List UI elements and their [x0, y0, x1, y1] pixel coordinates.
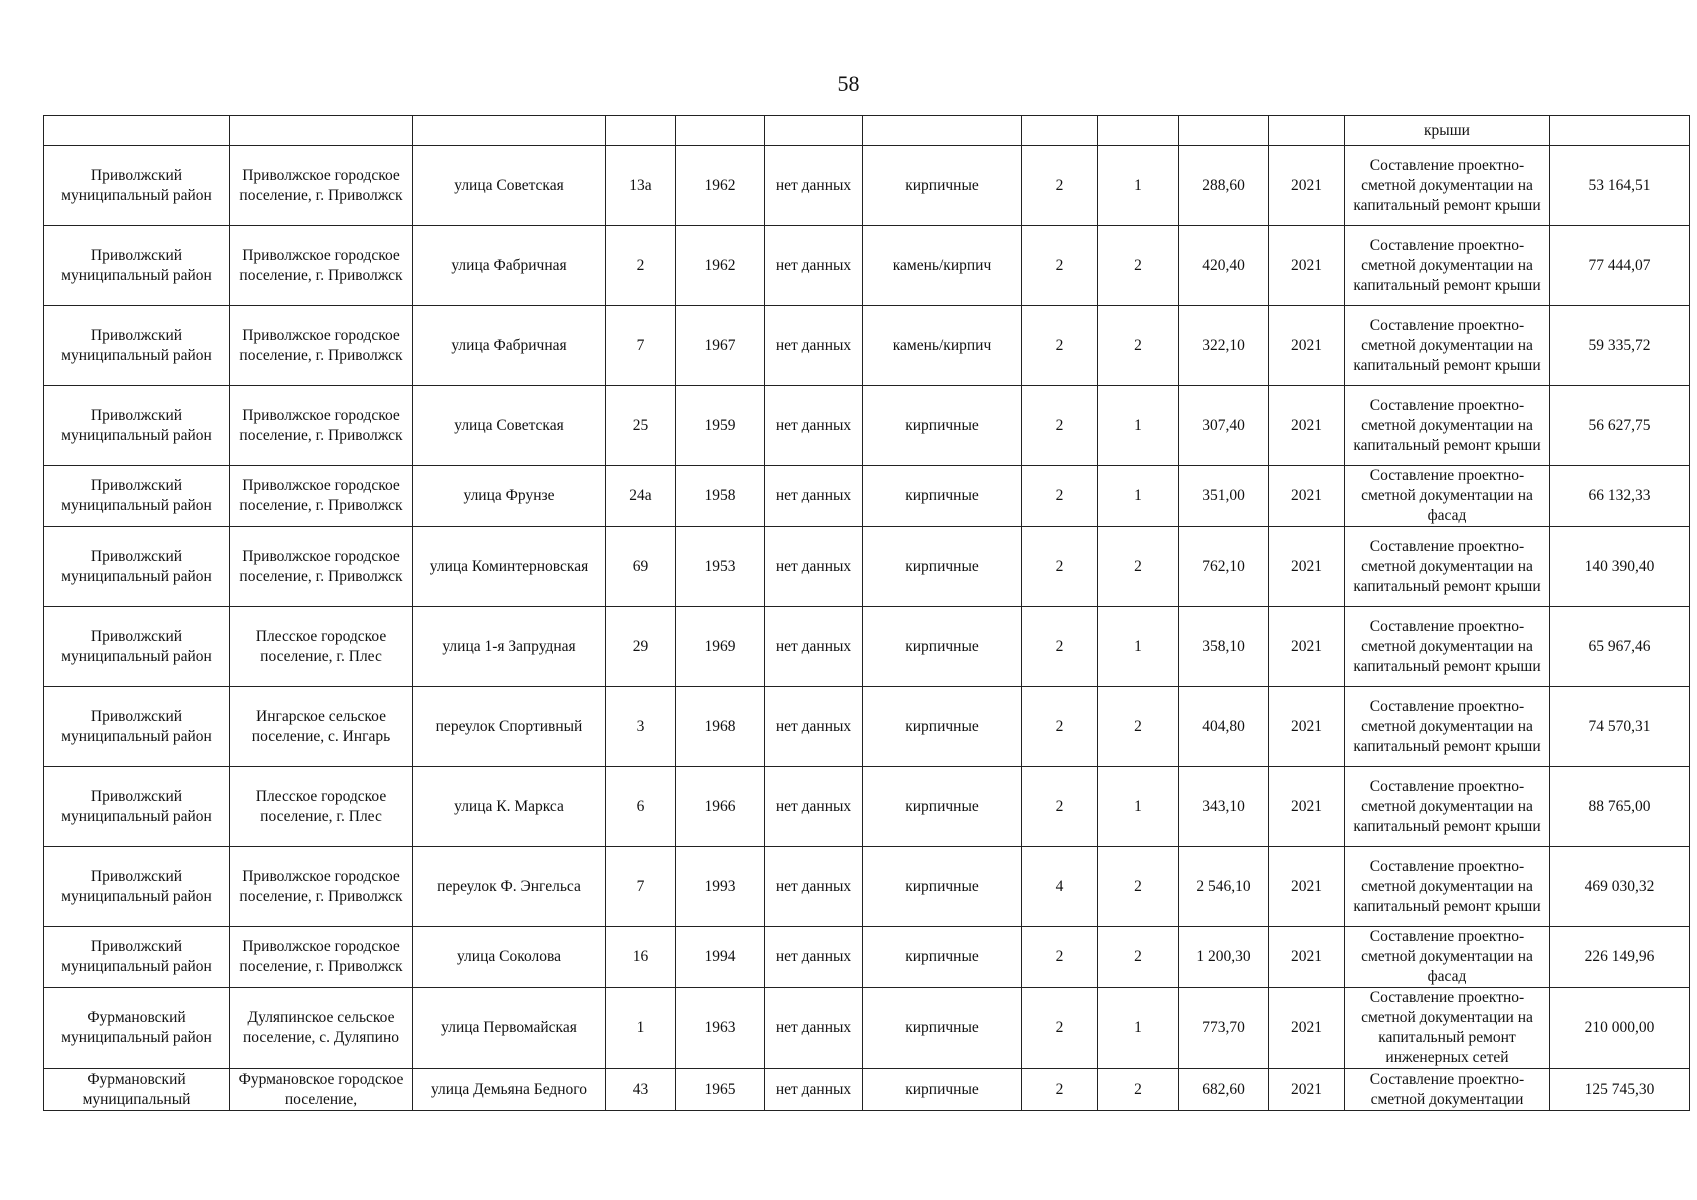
cell-cost: 65 967,46	[1550, 607, 1690, 687]
cell-entrances: 2	[1098, 226, 1179, 306]
cell-area: 307,40	[1179, 386, 1269, 466]
cell-floors: 2	[1022, 988, 1098, 1069]
housing-repair-table	[43, 115, 1690, 1111]
cell-settlement: Приволжское городское поселение, г. Приволжск	[230, 226, 413, 306]
cell-area: 351,00	[1179, 466, 1269, 527]
cell-material: кирпичные	[863, 1069, 1022, 1111]
cell-year: 1962	[676, 146, 765, 226]
cell-plan-year: 2021	[1269, 226, 1345, 306]
table-row	[44, 1069, 1690, 1111]
cell-year: 1968	[676, 687, 765, 767]
cell-house: 3	[606, 687, 676, 767]
cell-house: 29	[606, 607, 676, 687]
cell-work: Составление проектно-сметной документации	[1345, 1069, 1550, 1111]
cell-cost: 53 164,51	[1550, 146, 1690, 226]
cell-settlement: Плесское городское поселение, г. Плес	[230, 607, 413, 687]
table-row	[44, 927, 1690, 988]
cell-plan-year: 2021	[1269, 847, 1345, 927]
cell-data: нет данных	[765, 988, 863, 1069]
cell-house	[606, 116, 676, 146]
cell-cost: 469 030,32	[1550, 847, 1690, 927]
cell-house: 13а	[606, 146, 676, 226]
cell-settlement: Приволжское городское поселение, г. Приволжск	[230, 146, 413, 226]
cell-plan-year: 2021	[1269, 767, 1345, 847]
cell-plan-year: 2021	[1269, 306, 1345, 386]
cell-house: 16	[606, 927, 676, 988]
table-row	[44, 988, 1690, 1069]
table-row	[44, 386, 1690, 466]
cell-year: 1966	[676, 767, 765, 847]
cell-plan-year: 2021	[1269, 607, 1345, 687]
cell-data: нет данных	[765, 466, 863, 527]
table-row-continuation	[44, 116, 1690, 146]
cell-year: 1953	[676, 527, 765, 607]
cell-house: 69	[606, 527, 676, 607]
cell-work: Составление проектно-сметной документации на капитальный ремонт крыши	[1345, 847, 1550, 927]
cell-entrances: 2	[1098, 527, 1179, 607]
cell-plan-year: 2021	[1269, 687, 1345, 767]
cell-year: 1994	[676, 927, 765, 988]
cell-cost: 125 745,30	[1550, 1069, 1690, 1111]
table-row	[44, 607, 1690, 687]
cell-material: кирпичные	[863, 527, 1022, 607]
cell-entrances: 2	[1098, 1069, 1179, 1111]
cell-data: нет данных	[765, 226, 863, 306]
cell-district: Фурмановский муниципальный район	[44, 988, 230, 1069]
cell-district: Приволжский муниципальный район	[44, 847, 230, 927]
cell-floors: 2	[1022, 1069, 1098, 1111]
cell-area: 773,70	[1179, 988, 1269, 1069]
cell-area: 358,10	[1179, 607, 1269, 687]
cell-work: Составление проектно-сметной документации на фасад	[1345, 466, 1550, 527]
cell-entrances: 2	[1098, 847, 1179, 927]
cell-floors: 2	[1022, 927, 1098, 988]
cell-material	[863, 116, 1022, 146]
cell-entrances: 1	[1098, 386, 1179, 466]
cell-cost: 140 390,40	[1550, 527, 1690, 607]
cell-street: улица Фабричная	[413, 306, 606, 386]
cell-data: нет данных	[765, 306, 863, 386]
cell-area: 288,60	[1179, 146, 1269, 226]
cell-street	[413, 116, 606, 146]
cell-work: Составление проектно-сметной документации на капитальный ремонт инженерных сетей	[1345, 988, 1550, 1069]
cell-floors: 2	[1022, 767, 1098, 847]
cell-street: улица Фрунзе	[413, 466, 606, 527]
cell-settlement: Приволжское городское поселение, г. Приволжск	[230, 466, 413, 527]
cell-data: нет данных	[765, 386, 863, 466]
table-row	[44, 767, 1690, 847]
cell-street: улица Первомайская	[413, 988, 606, 1069]
cell-work: Составление проектно-сметной документации на капитальный ремонт крыши	[1345, 607, 1550, 687]
cell-data: нет данных	[765, 687, 863, 767]
table-row	[44, 527, 1690, 607]
cell-house: 43	[606, 1069, 676, 1111]
page-number: 58	[837, 71, 860, 96]
cell-area: 682,60	[1179, 1069, 1269, 1111]
cell-material: кирпичные	[863, 386, 1022, 466]
cell-plan-year	[1269, 116, 1345, 146]
cell-material: кирпичные	[863, 988, 1022, 1069]
cell-settlement: Приволжское городское поселение, г. Приволжск	[230, 386, 413, 466]
cell-street: улица К. Маркса	[413, 767, 606, 847]
cell-data: нет данных	[765, 607, 863, 687]
cell-house: 7	[606, 847, 676, 927]
table-row	[44, 226, 1690, 306]
cell-settlement: Плесское городское поселение, г. Плес	[230, 767, 413, 847]
cell-entrances: 1	[1098, 466, 1179, 527]
cell-floors: 2	[1022, 607, 1098, 687]
cell-plan-year: 2021	[1269, 927, 1345, 988]
cell-floors: 4	[1022, 847, 1098, 927]
cell-material: камень/кирпич	[863, 306, 1022, 386]
cell-street: улица Коминтерновская	[413, 527, 606, 607]
cell-data: нет данных	[765, 146, 863, 226]
cell-street: улица 1-я Запрудная	[413, 607, 606, 687]
cell-floors: 2	[1022, 226, 1098, 306]
cell-district: Приволжский муниципальный район	[44, 607, 230, 687]
cell-material: кирпичные	[863, 927, 1022, 988]
cell-year: 1965	[676, 1069, 765, 1111]
cell-cost: 66 132,33	[1550, 466, 1690, 527]
cell-work: Составление проектно-сметной документации на фасад	[1345, 927, 1550, 988]
cell-settlement	[230, 116, 413, 146]
cell-cost: 226 149,96	[1550, 927, 1690, 988]
cell-material: кирпичные	[863, 687, 1022, 767]
cell-district: Приволжский муниципальный район	[44, 767, 230, 847]
cell-area	[1179, 116, 1269, 146]
cell-material: кирпичные	[863, 466, 1022, 527]
cell-floors: 2	[1022, 146, 1098, 226]
cell-cost: 77 444,07	[1550, 226, 1690, 306]
cell-data: нет данных	[765, 927, 863, 988]
cell-street: улица Демьяна Бедного	[413, 1069, 606, 1111]
cell-settlement: Фурмановское городское поселение,	[230, 1069, 413, 1111]
cell-plan-year: 2021	[1269, 146, 1345, 226]
cell-area: 762,10	[1179, 527, 1269, 607]
cell-year: 1967	[676, 306, 765, 386]
cell-street: улица Советская	[413, 386, 606, 466]
cell-work: Составление проектно-сметной документации на капитальный ремонт крыши	[1345, 687, 1550, 767]
cell-cost: 210 000,00	[1550, 988, 1690, 1069]
cell-district: Приволжский муниципальный район	[44, 527, 230, 607]
table-row	[44, 146, 1690, 226]
cell-house: 25	[606, 386, 676, 466]
cell-year: 1959	[676, 386, 765, 466]
cell-district: Приволжский муниципальный район	[44, 306, 230, 386]
cell-floors: 2	[1022, 527, 1098, 607]
cell-work: Составление проектно-сметной документации на капитальный ремонт крыши	[1345, 527, 1550, 607]
cell-area: 1 200,30	[1179, 927, 1269, 988]
cell-settlement: Дуляпинское сельское поселение, с. Дуляпино	[230, 988, 413, 1069]
table-row	[44, 847, 1690, 927]
cell-material: кирпичные	[863, 607, 1022, 687]
cell-entrances: 2	[1098, 306, 1179, 386]
cell-entrances: 2	[1098, 927, 1179, 988]
cell-entrances: 1	[1098, 767, 1179, 847]
cell-plan-year: 2021	[1269, 988, 1345, 1069]
cell-settlement: Приволжское городское поселение, г. Приволжск	[230, 847, 413, 927]
cell-district: Приволжский муниципальный район	[44, 146, 230, 226]
cell-district	[44, 116, 230, 146]
cell-settlement: Ингарское сельское поселение, с. Ингарь	[230, 687, 413, 767]
cell-plan-year: 2021	[1269, 466, 1345, 527]
cell-work: Составление проектно-сметной документации на капитальный ремонт крыши	[1345, 146, 1550, 226]
cell-area: 322,10	[1179, 306, 1269, 386]
cell-district: Приволжский муниципальный район	[44, 226, 230, 306]
cell-floors	[1022, 116, 1098, 146]
cell-district: Фурмановский муниципальный	[44, 1069, 230, 1111]
cell-floors: 2	[1022, 466, 1098, 527]
cell-material: камень/кирпич	[863, 226, 1022, 306]
cell-settlement: Приволжское городское поселение, г. Приволжск	[230, 306, 413, 386]
cell-entrances: 1	[1098, 146, 1179, 226]
cell-entrances	[1098, 116, 1179, 146]
cell-data	[765, 116, 863, 146]
table-row	[44, 687, 1690, 767]
cell-plan-year: 2021	[1269, 1069, 1345, 1111]
cell-house: 2	[606, 226, 676, 306]
cell-area: 404,80	[1179, 687, 1269, 767]
cell-work: Составление проектно-сметной документации на капитальный ремонт крыши	[1345, 386, 1550, 466]
cell-cost: 88 765,00	[1550, 767, 1690, 847]
cell-cost: 56 627,75	[1550, 386, 1690, 466]
cell-year	[676, 116, 765, 146]
table-row	[44, 306, 1690, 386]
cell-material: кирпичные	[863, 847, 1022, 927]
cell-entrances: 1	[1098, 988, 1179, 1069]
cell-cost: 59 335,72	[1550, 306, 1690, 386]
cell-area: 2 546,10	[1179, 847, 1269, 927]
cell-house: 7	[606, 306, 676, 386]
cell-house: 24а	[606, 466, 676, 527]
cell-house: 1	[606, 988, 676, 1069]
cell-street: переулок Ф. Энгельса	[413, 847, 606, 927]
cell-floors: 2	[1022, 386, 1098, 466]
cell-floors: 2	[1022, 687, 1098, 767]
cell-street: улица Соколова	[413, 927, 606, 988]
cell-work: Составление проектно-сметной документации на капитальный ремонт крыши	[1345, 767, 1550, 847]
cell-data: нет данных	[765, 1069, 863, 1111]
cell-work: Составление проектно-сметной документации на капитальный ремонт крыши	[1345, 226, 1550, 306]
cell-cost: 74 570,31	[1550, 687, 1690, 767]
cell-entrances: 1	[1098, 607, 1179, 687]
cell-district: Приволжский муниципальный район	[44, 687, 230, 767]
cell-area: 343,10	[1179, 767, 1269, 847]
cell-settlement: Приволжское городское поселение, г. Приволжск	[230, 927, 413, 988]
cell-year: 1963	[676, 988, 765, 1069]
cell-year: 1958	[676, 466, 765, 527]
cell-house: 6	[606, 767, 676, 847]
cell-year: 1969	[676, 607, 765, 687]
cell-street: переулок Спортивный	[413, 687, 606, 767]
cell-street: улица Фабричная	[413, 226, 606, 306]
cell-cost	[1550, 116, 1690, 146]
cell-data: нет данных	[765, 767, 863, 847]
cell-district: Приволжский муниципальный район	[44, 466, 230, 527]
cell-plan-year: 2021	[1269, 386, 1345, 466]
cell-settlement: Приволжское городское поселение, г. Приволжск	[230, 527, 413, 607]
cell-material: кирпичные	[863, 767, 1022, 847]
cell-year: 1962	[676, 226, 765, 306]
cell-entrances: 2	[1098, 687, 1179, 767]
table-row	[44, 466, 1690, 527]
cell-plan-year: 2021	[1269, 527, 1345, 607]
cell-work: крыши	[1345, 116, 1550, 146]
cell-area: 420,40	[1179, 226, 1269, 306]
cell-data: нет данных	[765, 527, 863, 607]
cell-street: улица Советская	[413, 146, 606, 226]
cell-year: 1993	[676, 847, 765, 927]
cell-data: нет данных	[765, 847, 863, 927]
cell-district: Приволжский муниципальный район	[44, 386, 230, 466]
cell-material: кирпичные	[863, 146, 1022, 226]
cell-floors: 2	[1022, 306, 1098, 386]
cell-work: Составление проектно-сметной документации на капитальный ремонт крыши	[1345, 306, 1550, 386]
cell-district: Приволжский муниципальный район	[44, 927, 230, 988]
